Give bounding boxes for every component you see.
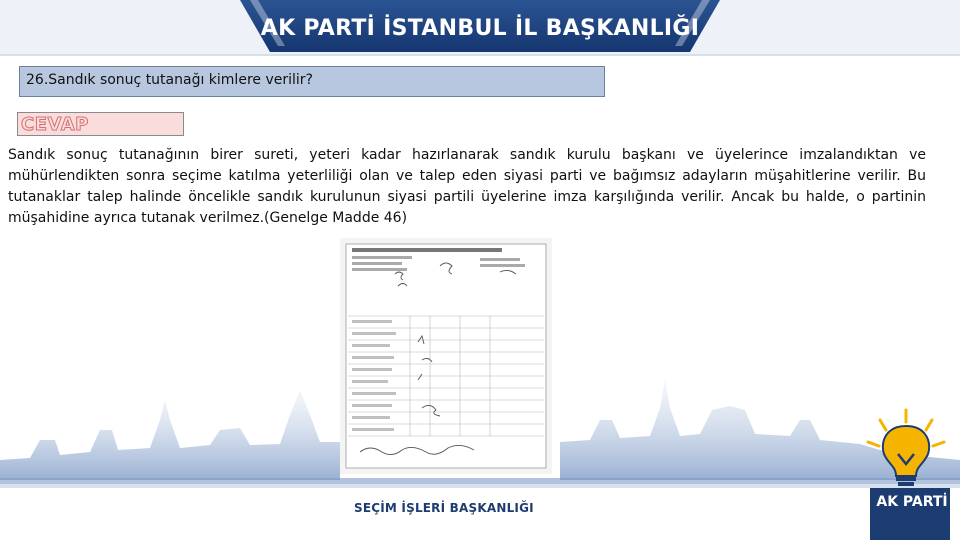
answer-label-box: [17, 112, 184, 136]
lightbulb-icon: [852, 402, 960, 540]
answer-text: Sandık sonuç tutanağının birer sureti, yeteri kadar hazırlanarak sandık kurulu başkanı ve üyelerince imzalandıktan ve mühürlendikten sonra seçime katılma yeterliliği olan ve talep eden siyasi parti ve bağımsız adayların müşahitlerine verilir. Bu tutanaklar talep halinde öncelikle sandık kurulunun siyasi partili üyelerine imza karşılığında verilir. Ancak bu halde, o partinin müşahidine ayrıca tutanak verilmez.(Genelge Madde 46): [8, 147, 926, 226]
question-box: [19, 66, 605, 97]
question-text: 26.Sandık sonuç tutanağı kimlere verilir?: [26, 72, 313, 88]
header-title: AK PARTİ İSTANBUL İL BAŞKANLIĞI: [260, 15, 700, 41]
tally-sheet-image: [340, 238, 552, 474]
logo-label: AK PARTİ: [876, 494, 948, 510]
answer-label: CEVAP: [21, 114, 89, 135]
footer-department: SEÇİM İŞLERİ BAŞKANLIĞI: [354, 501, 534, 515]
